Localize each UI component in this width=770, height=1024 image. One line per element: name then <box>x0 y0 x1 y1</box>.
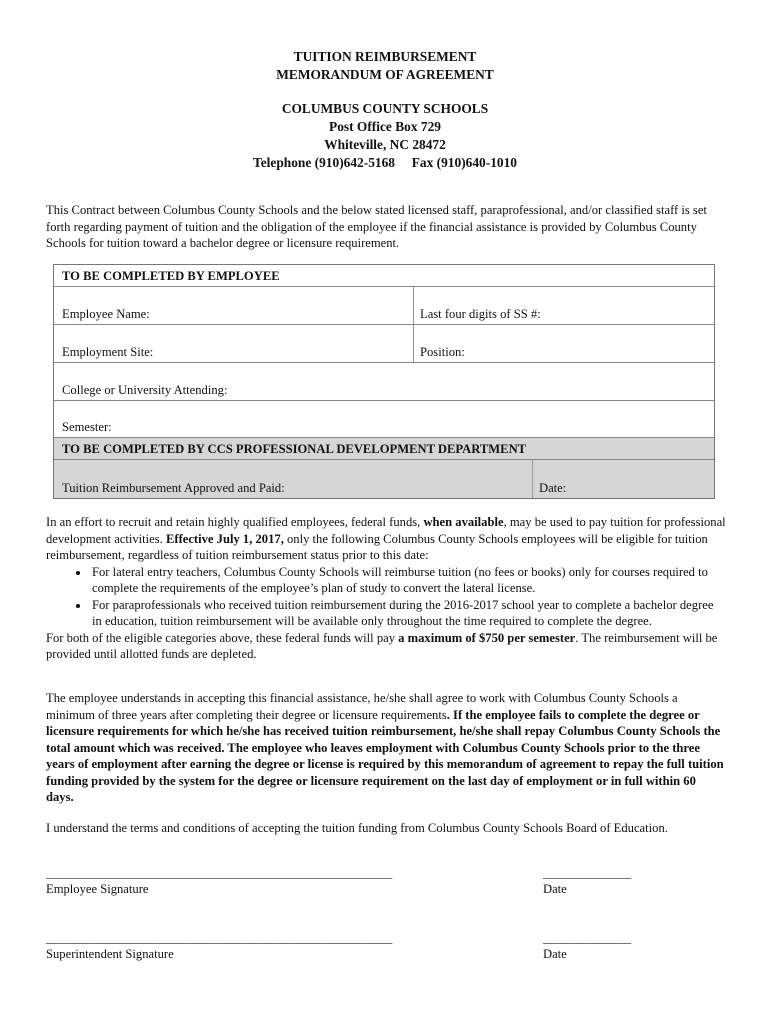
list-item: • For paraprofessionals who received tuition reimbursement during the 2016-2017 school year to complete a bachelor degree in education, tuition reimbursement will be available only throughout the time required to complete the degree. <box>90 597 726 630</box>
employment-site-row <box>54 325 714 363</box>
eligibility-paragraph: In an effort to recruit and retain highly qualified employees, federal funds, when available, may be used to pay tuition for professional development activities. Effective July 1, 2017, only the following Columbus County Schools employees will be eligible for tuition reimbursement, regardless of tuition reimbursement status prior to this date: <box>46 515 726 562</box>
college-row <box>54 363 714 401</box>
approved-paid-field[interactable]: Tuition Reimbursement Approved and Paid: <box>62 481 285 495</box>
superintendent-signature-line[interactable]: _______________________________________________________ <box>46 931 393 945</box>
employee-signature-line[interactable]: _______________________________________________________ <box>46 866 393 880</box>
approval-date-field[interactable]: Date: <box>539 481 567 495</box>
acknowledgement-paragraph: I understand the terms and conditions of accepting the tuition funding from Columbus County Schools Board of Education. <box>46 821 668 835</box>
funding-paragraph: For both of the eligible categories above, these federal funds will pay a maximum of $750 per semester. The reimbursement will be provided until allotted funds are depleted. <box>46 630 718 661</box>
employee-section-header-row <box>54 265 714 287</box>
fax: Fax (910)640-1010 <box>411 155 517 170</box>
employee-section-header: TO BE COMPLETED BY EMPLOYEE <box>62 269 280 283</box>
address-line-1: Post Office Box 729 <box>329 119 441 134</box>
ss-digits-field[interactable]: Last four digits of SS #: <box>420 307 541 321</box>
title-line-1: TUITION REIMBURSEMENT <box>293 49 477 64</box>
superintendent-date-label: Date <box>543 947 567 961</box>
employee-date-label: Date <box>543 882 567 896</box>
employee-name-field[interactable]: Employee Name: <box>62 307 150 321</box>
title-line-2: MEMORANDUM OF AGREEMENT <box>276 67 494 82</box>
intro-paragraph: This Contract between Columbus County Schools and the below stated licensed staff, paraprofessional, and/or classified staff is set forth regarding payment of tuition and the obligation of the employee if the financial assistance is provided by Columbus County Schools for tuition toward a bachelor degree or licensure requirement. <box>46 203 707 250</box>
address-line-2: Whiteville, NC 28472 <box>324 137 446 152</box>
pd-section-header: TO BE COMPLETED BY CCS PROFESSIONAL DEVELOPMENT DEPARTMENT <box>62 442 527 456</box>
eligibility-list <box>46 564 726 630</box>
position-field[interactable]: Position: <box>420 345 465 359</box>
superintendent-signature-label: Superintendent Signature <box>46 947 174 961</box>
semester-row <box>54 401 714 438</box>
organization-name: COLUMBUS COUNTY SCHOOLS <box>281 101 489 116</box>
employment-site-field[interactable]: Employment Site: <box>62 345 154 359</box>
document-header <box>0 48 770 172</box>
semester-field[interactable]: Semester: <box>62 420 112 434</box>
pd-section-header-row <box>54 438 714 460</box>
employee-name-row <box>54 287 714 325</box>
superintendent-date-line[interactable]: ______________ <box>543 931 632 945</box>
contact-line <box>0 154 770 172</box>
college-field[interactable]: College or University Attending: <box>62 383 228 397</box>
obligation-paragraph: The employee understands in accepting this financial assistance, he/she shall agree to work with Columbus County Schools a minimum of three years after completing their degree or licensure requirements. If the employee fails to complete the degree or licensure requirements for which he/she has received tuition reimbursement, he/she shall repay Columbus County Schools the total amount which was received. The employee who leaves employment with Columbus County Schools prior to the three years of employment after earning the degree or license is required by this memorandum of agreement to repay the full tuition funding provided by the system for the degree or licensure requirement on the last day of employment or in full within 60 days. <box>46 691 724 804</box>
approval-row <box>54 460 714 498</box>
employee-signature-label: Employee Signature <box>46 882 149 896</box>
telephone: Telephone (910)642-5168 <box>253 155 395 170</box>
eligibility-section <box>46 514 726 663</box>
list-item: • For lateral entry teachers, Columbus County Schools will reimburse tuition (no fees or books) only for courses required to complete the requirements of the employee’s plan of study to convert the lateral license. <box>90 564 726 597</box>
employee-date-line[interactable]: ______________ <box>543 866 632 880</box>
reimbursement-form <box>53 264 715 499</box>
